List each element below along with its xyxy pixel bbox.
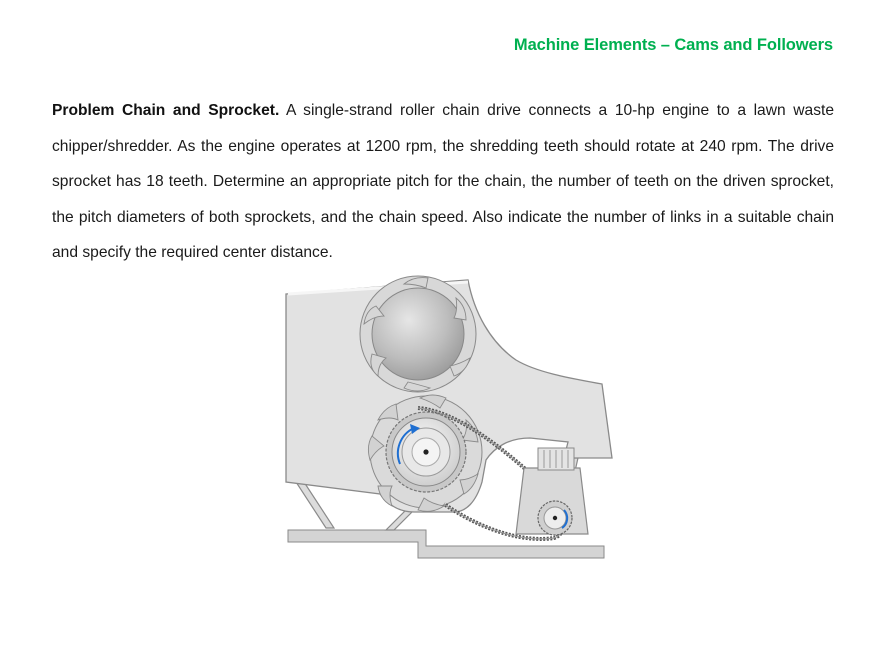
driven-sprocket <box>386 412 466 492</box>
problem-statement <box>52 93 834 271</box>
drive-sprocket <box>538 501 572 535</box>
problem-title: Problem Chain and Sprocket. <box>52 102 280 119</box>
problem-text: A single-strand roller chain drive connects a 10-hp engine to a lawn waste chipper/shredder. As the engine operates at 1200 rpm, the shredding teeth should rotate at 240 rpm. The drive sprocket has 18 teeth. Determine an appropriate pitch for the chain, the number of teeth on the driven sprocket, the pitch diameters of both sprockets, and the chain speed. Also indicate the number of links in a suitable chain and specify the required center distance. <box>52 102 834 261</box>
upper-shredding-drum <box>360 276 476 392</box>
page-header: Machine Elements – Cams and Followers <box>513 36 833 54</box>
chipper-shredder-illustration <box>268 272 628 564</box>
